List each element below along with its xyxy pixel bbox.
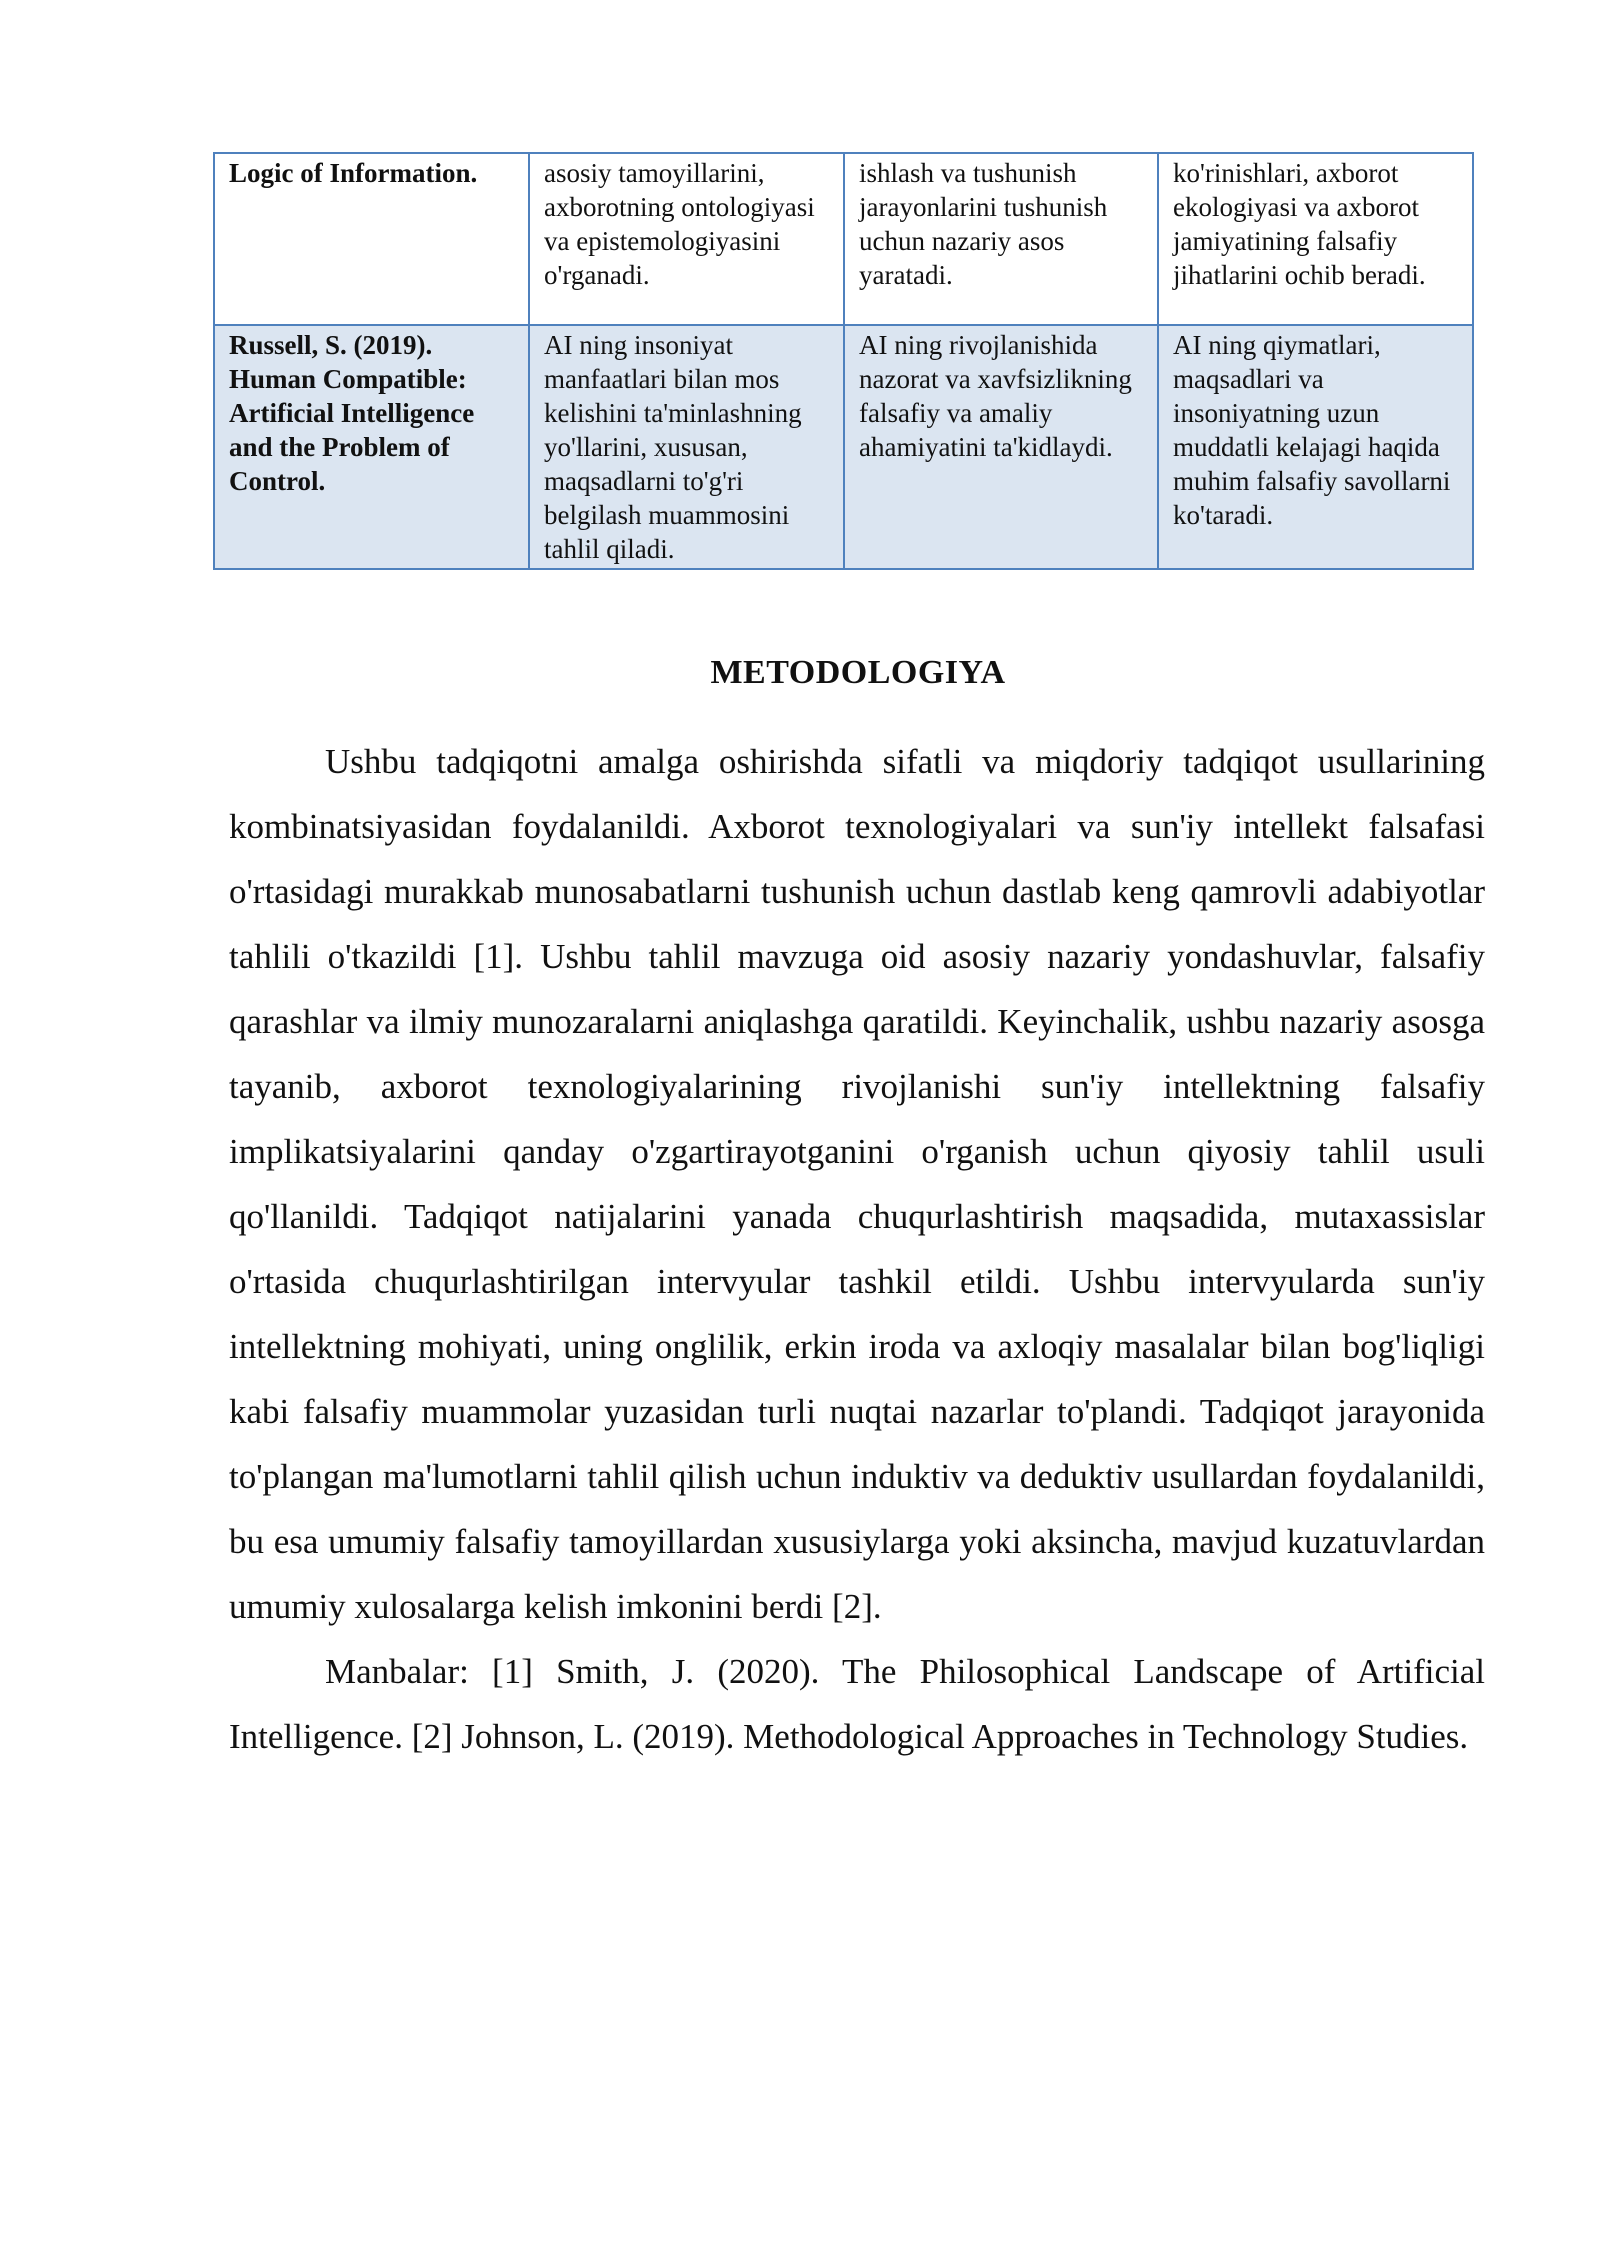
table-cell: AI ning rivojlanishida nazorat va xavfsizlikning falsafiy va amaliy ahamiyatini ta'kidlaydi. (844, 325, 1158, 569)
section-heading: METODOLOGIYA (710, 654, 1006, 691)
table-row (214, 325, 1473, 569)
section-body (229, 729, 1485, 1769)
table-cell: asosiy tamoyillarini, axborotning ontologiyasi va epistemologiyasini o'rganadi. (529, 153, 844, 325)
table-cell: ishlash va tushunish jarayonlarini tushunish uchun nazariy asos yaratadi. (844, 153, 1158, 325)
table-cell: AI ning qiymatlari, maqsadlari va insoniyatning uzun muddatli kelajagi haqida muhim falsafiy savollarni ko'taradi. (1158, 325, 1473, 569)
table-cell-source: Russell, S. (2019). Human Compatible: Artificial Intelligence and the Problem of Control. (214, 325, 529, 569)
table-cell: ko'rinishlari, axborot ekologiyasi va axborot jamiyatining falsafiy jihatlarini ochib beradi. (1158, 153, 1473, 325)
sources-paragraph: Manbalar: [1] Smith, J. (2020). The Philosophical Landscape of Artificial Intelligence. [2] Johnson, L. (2019). Methodological Approaches in Technology Studies. (229, 1652, 1485, 1756)
literature-review-table (213, 152, 1474, 570)
table-cell-source: Logic of Information. (214, 153, 529, 325)
table-row (214, 153, 1473, 325)
table-cell: AI ning insoniyat manfaatlari bilan mos kelishini ta'minlashning yo'llarini, xususan, maqsadlarni to'g'ri belgilash muammosini tahlil qiladi. (529, 325, 844, 569)
methodology-paragraph: Ushbu tadqiqotni amalga oshirishda sifatli va miqdoriy tadqiqot usullarining kombinatsiyasidan foydalanildi. Axborot texnologiyalari va sun'iy intellekt falsafasi o'rtasidagi murakkab munosabatlarni tushunish uchun dastlab keng qamrovli adabiyotlar tahlili o'tkazildi [1]. Ushbu tahlil mavzuga oid asosiy nazariy yondashuvlar, falsafiy qarashlar va ilmiy munozaralarni aniqlashga qaratildi. Keyinchalik, ushbu nazariy asosga tayanib, axborot texnologiyalarining rivojlanishi sun'iy intellektning falsafiy implikatsiyalarini qanday o'zgartirayotganini o'rganish uchun qiyosiy tahlil usuli qo'llanildi. Tadqiqot natijalarini yanada chuqurlashtirish maqsadida, mutaxassislar o'rtasida chuqurlashtirilgan intervyular tashkil etildi. Ushbu intervyularda sun'iy intellektning mohiyati, uning onglilik, erkin iroda va axloqiy masalalar bilan bog'liqligi kabi falsafiy muammolar yuzasidan turli nuqtai nazarlar to'plandi. Tadqiqot jarayonida to'plangan ma'lumotlarni tahlil qilish uchun induktiv va deduktiv usullardan foydalanildi, bu esa umumiy falsafiy tamoyillardan xususiylarga yoki aksincha, mavjud kuzatuvlardan umumiy xulosalarga kelish imkonini berdi [2]. (229, 742, 1485, 1626)
